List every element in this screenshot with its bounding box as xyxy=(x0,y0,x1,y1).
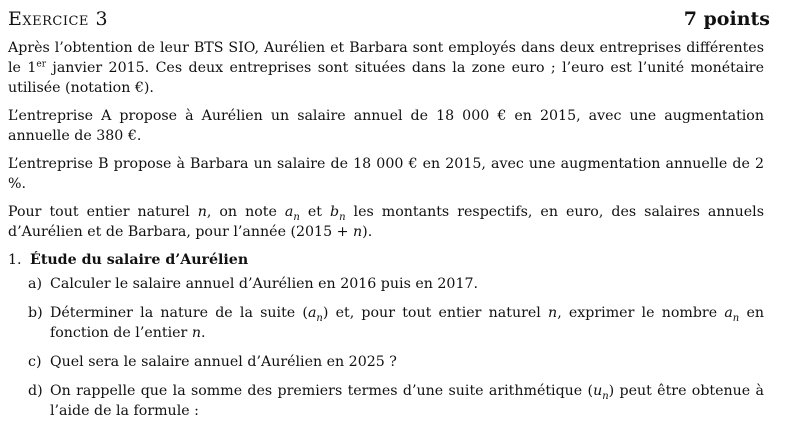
question-b-sub-2: n xyxy=(732,312,740,324)
question-b-t4: en fonction de l’entier xyxy=(50,305,765,341)
intro-p4-text-d: les montants respectifs, en euro, des salaires annuels d’Aurélien et de Barbara, pour l’année (2015 + xyxy=(8,204,764,240)
question-d xyxy=(8,381,764,421)
question-d-var-u: u xyxy=(593,383,603,399)
question-b xyxy=(8,303,764,343)
question-a-label: a) xyxy=(28,276,42,292)
intro-p4-text-c: et xyxy=(299,204,330,220)
var-n-2: n xyxy=(353,224,363,240)
question-b-var-n-2: n xyxy=(191,325,201,341)
exercise-points: 7 points xyxy=(683,8,770,30)
section-1-number: 1. xyxy=(8,252,22,268)
intro-p4-text-e: ). xyxy=(362,224,373,240)
question-c-label: c) xyxy=(28,354,42,370)
intro-paragraph-3: L’entreprise B propose à Barbara un salaire de 18 000 € en 2015, avec une augmentation annuelle de 2 %. xyxy=(8,156,764,192)
question-d-text xyxy=(50,381,764,421)
var-b: b xyxy=(329,204,340,220)
question-b-sub-1: n xyxy=(316,312,323,324)
question-b-var-a: a xyxy=(307,305,317,321)
var-n: n xyxy=(197,204,207,220)
section-1-questions xyxy=(8,274,764,421)
intro-p1-text-a: Après l’obtention de leur BTS SIO, Aurélien et Barbara sont employés dans deux entreprises différentes le 1 xyxy=(8,40,764,76)
intro-paragraph-2: L’entreprise A propose à Aurélien un salaire annuel de 18 000 € en 2015, avec une augmentation annuelle de 380 €. xyxy=(8,108,764,144)
var-a: a xyxy=(284,204,294,220)
intro-paragraph-1 xyxy=(8,38,764,98)
question-b-t2: ) et, pour tout entier naturel xyxy=(322,305,549,321)
question-b-t3: , exprimer le nombre xyxy=(557,305,725,321)
question-b-text xyxy=(50,303,764,343)
section-1-heading xyxy=(8,250,764,270)
question-c-text: Quel sera le salaire annuel d’Aurélien en 2025 ? xyxy=(50,354,397,370)
section-1-title: Étude du salaire d’Aurélien xyxy=(30,252,249,268)
question-d-t1: On rappelle que la somme des premiers termes d’une suite arithmétique ( xyxy=(50,383,594,399)
question-d-sub: n xyxy=(602,390,609,402)
intro-p4-text-a: Pour tout entier naturel xyxy=(8,204,198,220)
var-b-subscript: n xyxy=(339,211,346,223)
exercise-page xyxy=(8,8,770,430)
intro-p1-text-b: janvier 2015. Ces deux entreprises sont situées dans la zone euro ; l’euro est l’unité monétaire utilisée (notation €). xyxy=(8,60,764,96)
var-a-subscript: n xyxy=(293,211,300,223)
question-b-label: b) xyxy=(28,305,43,321)
exercise-title: Exercice 3 xyxy=(8,8,109,30)
question-b-t5: . xyxy=(200,325,206,341)
intro-paragraph-4 xyxy=(8,202,764,242)
question-a xyxy=(8,274,764,294)
question-b-var-a-2: a xyxy=(724,305,733,321)
question-c xyxy=(8,352,764,372)
question-d-t2: ) peut être obtenue à l’aide de la formule : xyxy=(50,383,764,419)
intro-p1-superscript: er xyxy=(36,59,47,70)
exercise-header xyxy=(8,8,770,38)
question-d-label: d) xyxy=(28,383,43,399)
question-b-var-n: n xyxy=(548,305,558,321)
intro-p4-text-b: , on note xyxy=(206,204,285,220)
question-a-text: Calculer le salaire annuel d’Aurélien en 2016 puis en 2017. xyxy=(50,276,479,292)
question-b-t1: Déterminer la nature de la suite ( xyxy=(50,305,308,321)
